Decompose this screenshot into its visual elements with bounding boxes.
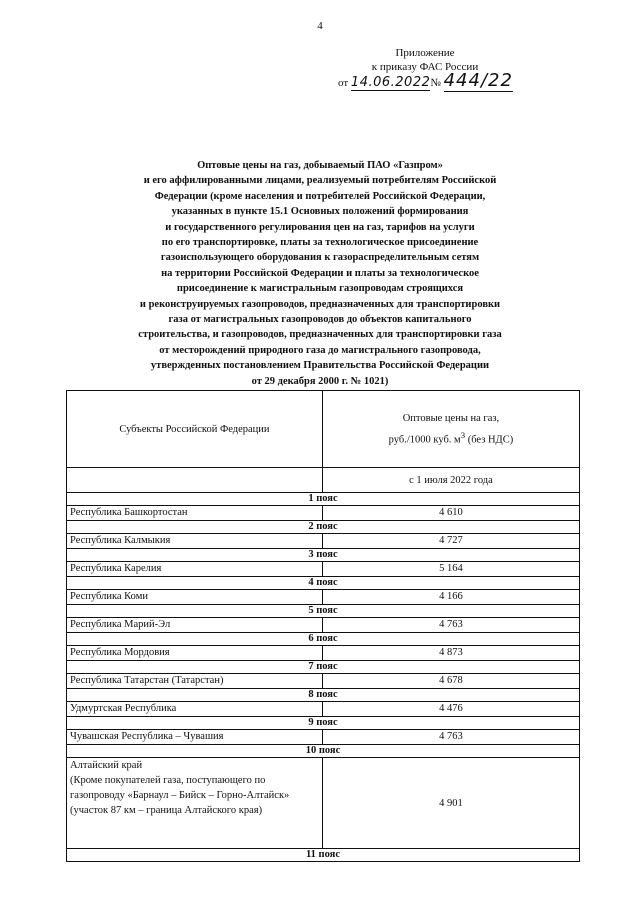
title-line: Федерации (кроме населения и потребителей Российской Федерации, bbox=[154, 190, 486, 202]
region-price: 4 678 bbox=[322, 674, 579, 689]
region-price: 4 476 bbox=[322, 702, 579, 717]
zone-label: 6 пояс bbox=[67, 633, 580, 646]
table-header-row bbox=[67, 391, 580, 468]
zone-label: 8 пояс bbox=[67, 689, 580, 702]
title-line: газа от магистральных газопроводов до объектов капитального bbox=[168, 314, 472, 326]
zone-row bbox=[67, 661, 580, 674]
order-date-number bbox=[338, 70, 520, 91]
region-price: 4 901 bbox=[322, 758, 579, 849]
region-name: Чувашская Республика – Чувашия bbox=[67, 730, 323, 745]
header-prices-line1: Оптовые цены на газ, bbox=[402, 412, 500, 424]
region-price: 4 873 bbox=[322, 646, 579, 661]
region-row bbox=[67, 674, 580, 689]
title-line: присоединение к магистральным газопроводам строящихся bbox=[176, 283, 464, 295]
zone-row bbox=[67, 689, 580, 702]
title-line: по его транспортировке, платы за технологическое присоединение bbox=[161, 237, 479, 249]
title-line: от месторождений природного газа до магистрального газопровода, bbox=[159, 344, 481, 356]
region-row bbox=[67, 590, 580, 605]
price-table bbox=[66, 390, 580, 862]
region-price: 4 610 bbox=[322, 506, 579, 521]
header-prices bbox=[322, 391, 579, 468]
zone-label: 10 пояс bbox=[67, 745, 580, 758]
zone-label: 5 пояс bbox=[67, 605, 580, 618]
region-line: (Кроме покупателей газа, поступающего по bbox=[70, 775, 266, 786]
zone-row bbox=[67, 605, 580, 618]
title-line: и его аффилированными лицами, реализуемый потребителям Российской bbox=[143, 175, 497, 187]
region-row-altai bbox=[67, 758, 580, 849]
zone-row bbox=[67, 745, 580, 758]
region-name: Республика Мордовия bbox=[67, 646, 323, 661]
region-price: 4 763 bbox=[322, 618, 579, 633]
region-line: газопроводу «Барнаул – Бийск – Горно-Алтайск» bbox=[70, 790, 290, 801]
title-line: газоиспользующего оборудования к газораспределительным сетям bbox=[160, 252, 480, 264]
title-line: указанных в пункте 15.1 Основных положений формирования bbox=[171, 206, 469, 218]
zone-row bbox=[67, 493, 580, 506]
zone-label: 4 пояс bbox=[67, 577, 580, 590]
region-price: 4 166 bbox=[322, 590, 579, 605]
appendix-order: к приказу ФАС России bbox=[371, 61, 479, 73]
region-row bbox=[67, 730, 580, 745]
title-line: и реконструируемых газопроводов, предназначенных для транспортировки bbox=[139, 298, 501, 310]
region-name: Республика Татарстан (Татарстан) bbox=[67, 674, 323, 689]
title-line: на территории Российской Федерации и платы за технологическое bbox=[161, 267, 479, 279]
from-label: от bbox=[338, 77, 349, 89]
title-line: от 29 декабря 2000 г. № 1021) bbox=[251, 375, 389, 387]
page-number: 4 bbox=[317, 20, 323, 32]
date-header-empty bbox=[67, 468, 323, 493]
region-line: Алтайский край bbox=[70, 760, 143, 771]
region-name-altai bbox=[67, 758, 323, 849]
title-line: утвержденных постановлением Правительства Российской Федерации bbox=[150, 360, 490, 372]
region-line: (участок 87 км – граница Алтайского края) bbox=[70, 805, 263, 816]
region-row bbox=[67, 506, 580, 521]
zone-label: 2 пояс bbox=[67, 521, 580, 534]
zone-label: 1 пояс bbox=[67, 493, 580, 506]
region-row bbox=[67, 618, 580, 633]
header-prices-line2: руб./1000 куб. $м^3$ (без НДС) bbox=[388, 429, 514, 446]
region-name: Удмуртская Республика bbox=[67, 702, 323, 717]
zone-row bbox=[67, 849, 580, 862]
region-name: Республика Башкортостан bbox=[67, 506, 323, 521]
region-name: Республика Калмыкия bbox=[67, 534, 323, 549]
zone-row bbox=[67, 549, 580, 562]
region-price: 4 727 bbox=[322, 534, 579, 549]
title-line: Оптовые цены на газ, добываемый ПАО «Газпром» bbox=[197, 160, 443, 171]
order-date: 14.06.2022 bbox=[350, 75, 431, 90]
title-line: и государственного регулирования цен на газ, тарифов на услуги bbox=[165, 221, 475, 233]
zone-row bbox=[67, 521, 580, 534]
region-price: 4 763 bbox=[322, 730, 579, 745]
appendix-block bbox=[330, 46, 520, 90]
order-number: 444/22 bbox=[443, 70, 513, 91]
region-price: 5 164 bbox=[322, 562, 579, 577]
date-header-row bbox=[67, 468, 580, 493]
title-line: строительства, и газопроводов, предназначенных для транспортировки газа bbox=[138, 329, 502, 341]
appendix-title: Приложение bbox=[395, 47, 455, 59]
zone-row bbox=[67, 577, 580, 590]
region-name: Республика Коми bbox=[67, 590, 323, 605]
region-row bbox=[67, 562, 580, 577]
zone-label: 9 пояс bbox=[67, 717, 580, 730]
number-label: № bbox=[430, 77, 441, 89]
zone-row bbox=[67, 633, 580, 646]
date-header: с 1 июля 2022 года bbox=[322, 468, 579, 493]
region-name: Республика Марий-Эл bbox=[67, 618, 323, 633]
zone-label: 11 пояс bbox=[67, 849, 580, 862]
region-name: Республика Карелия bbox=[67, 562, 323, 577]
zone-row bbox=[67, 717, 580, 730]
zone-label: 7 пояс bbox=[67, 661, 580, 674]
region-row bbox=[67, 534, 580, 549]
zone-label: 3 пояс bbox=[67, 549, 580, 562]
header-regions: Субъекты Российской Федерации bbox=[67, 391, 323, 468]
region-row bbox=[67, 702, 580, 717]
region-row bbox=[67, 646, 580, 661]
document-title bbox=[60, 158, 580, 389]
